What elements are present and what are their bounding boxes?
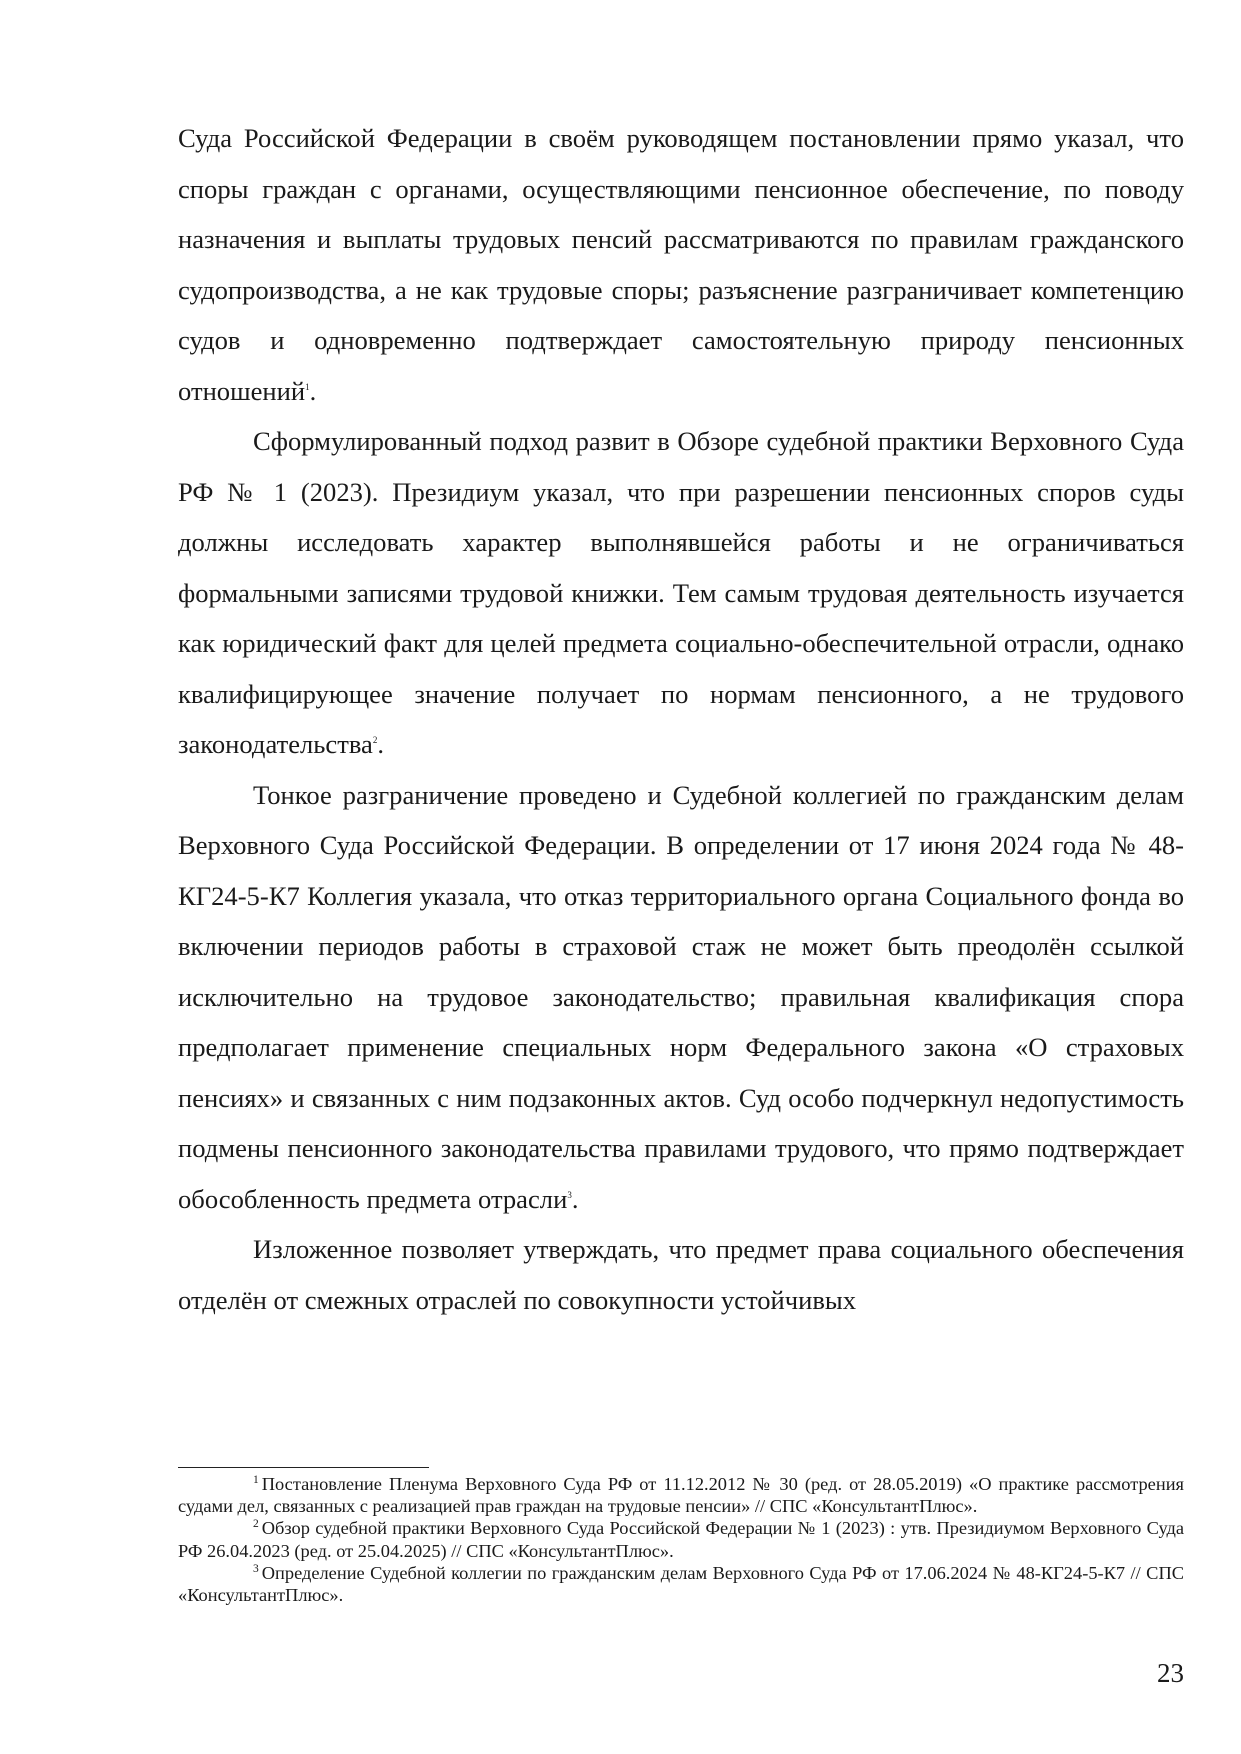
paragraph-4 (178, 1224, 1184, 1325)
paragraph-2 (178, 416, 1184, 770)
paragraph-1 (178, 113, 1184, 416)
footnote-2-text: Обзор судебной практики Верховного Суда Российской Федерации № 1 (2023) : утв. Президиумом Верховного Суда РФ 26.04.2023 (ред. от 25.04.2025) // СПС «КонсультантПлюс». (178, 1518, 1184, 1561)
paragraph-2-end: . (377, 729, 384, 759)
footnote-2 (178, 1517, 1184, 1561)
paragraph-2-text: Сформулированный подход развит в Обзоре судебной практики Верховного Суда РФ № 1 (2023). Президиум указал, что при разрешении пенсионных споров суды должны исследовать характер выполнявшейся работы и не ограничиваться формальными записями трудовой книжки. Тем самым трудовая деятельность изучается как юридический факт для целей предмета социально-обеспечительной отрасли, однако квалифицирующее значение получает по нормам пенсионного, а не трудового законодательства (178, 426, 1184, 759)
footnote-3-number: 3 (253, 1562, 259, 1575)
body-text (178, 113, 1184, 1325)
footnote-3 (178, 1562, 1184, 1606)
footnote-1-number: 1 (253, 1473, 259, 1486)
page-number: 23 (1157, 1658, 1184, 1688)
footnote-1 (178, 1473, 1184, 1517)
footnote-1-text: Постановление Пленума Верховного Суда РФ от 11.12.2012 № 30 (ред. от 28.05.2019) «О практике рассмотрения судами дел, связанных с реализацией прав граждан на трудовые пенсии» // СПС «КонсультантПлюс». (178, 1474, 1184, 1517)
footnote-ref-2[interactable]: 2 (372, 735, 378, 746)
paragraph-3 (178, 770, 1184, 1225)
footnote-ref-3[interactable]: 3 (567, 1189, 572, 1200)
paragraph-3-text: Тонкое разграничение проведено и Судебной коллегией по гражданским делам Верховного Суда Российской Федерации. В определении от 17 июня 2024 года № 48-КГ24-5-К7 Коллегия указала, что отказ территориального органа Социального фонда во включении периодов работы в страховой стаж не может быть преодолён ссылкой исключительно на трудовое законодательство; правильная квалификация спора предполагает применение специальных норм Федерального закона «О страховых пенсиях» и связанных с ним подзаконных актов. Суд особо подчеркнул недопустимость подмены пенсионного законодательства правилами трудового, что прямо подтверждает обособленность предмета отрасли (178, 779, 1184, 1214)
paragraph-1-end: . (309, 375, 317, 406)
footnotes (178, 1473, 1184, 1606)
footnote-2-number: 2 (253, 1518, 259, 1531)
footnote-3-text: Определение Судебной коллегии по гражданским делам Верховного Суда РФ от 17.06.2024 № 48-КГ24-5-К7 // СПС «КонсультантПлюс». (178, 1562, 1184, 1606)
paragraph-1-text: Суда Российской Федерации в своём руководящем постановлении прямо указал, что споры граждан с органами, осуществляющими пенсионное обеспечение, по поводу назначения и выплаты трудовых пенсий рассматриваются по правилам гражданского судопроизводства, а не как трудовые споры; разъяснение разграничивает компетенцию судов и одновременно подтверждает самостоятельную природу пенсионных отношений (178, 123, 1184, 406)
footnote-separator (178, 1467, 429, 1468)
footnote-ref-1[interactable]: 1 (305, 381, 310, 392)
paragraph-3-end: . (571, 1183, 579, 1214)
paragraph-4-text: Изложенное позволяет утверждать, что предмет права социального обеспечения отделён от смежных отраслей по совокупности устойчивых (178, 1234, 1184, 1315)
